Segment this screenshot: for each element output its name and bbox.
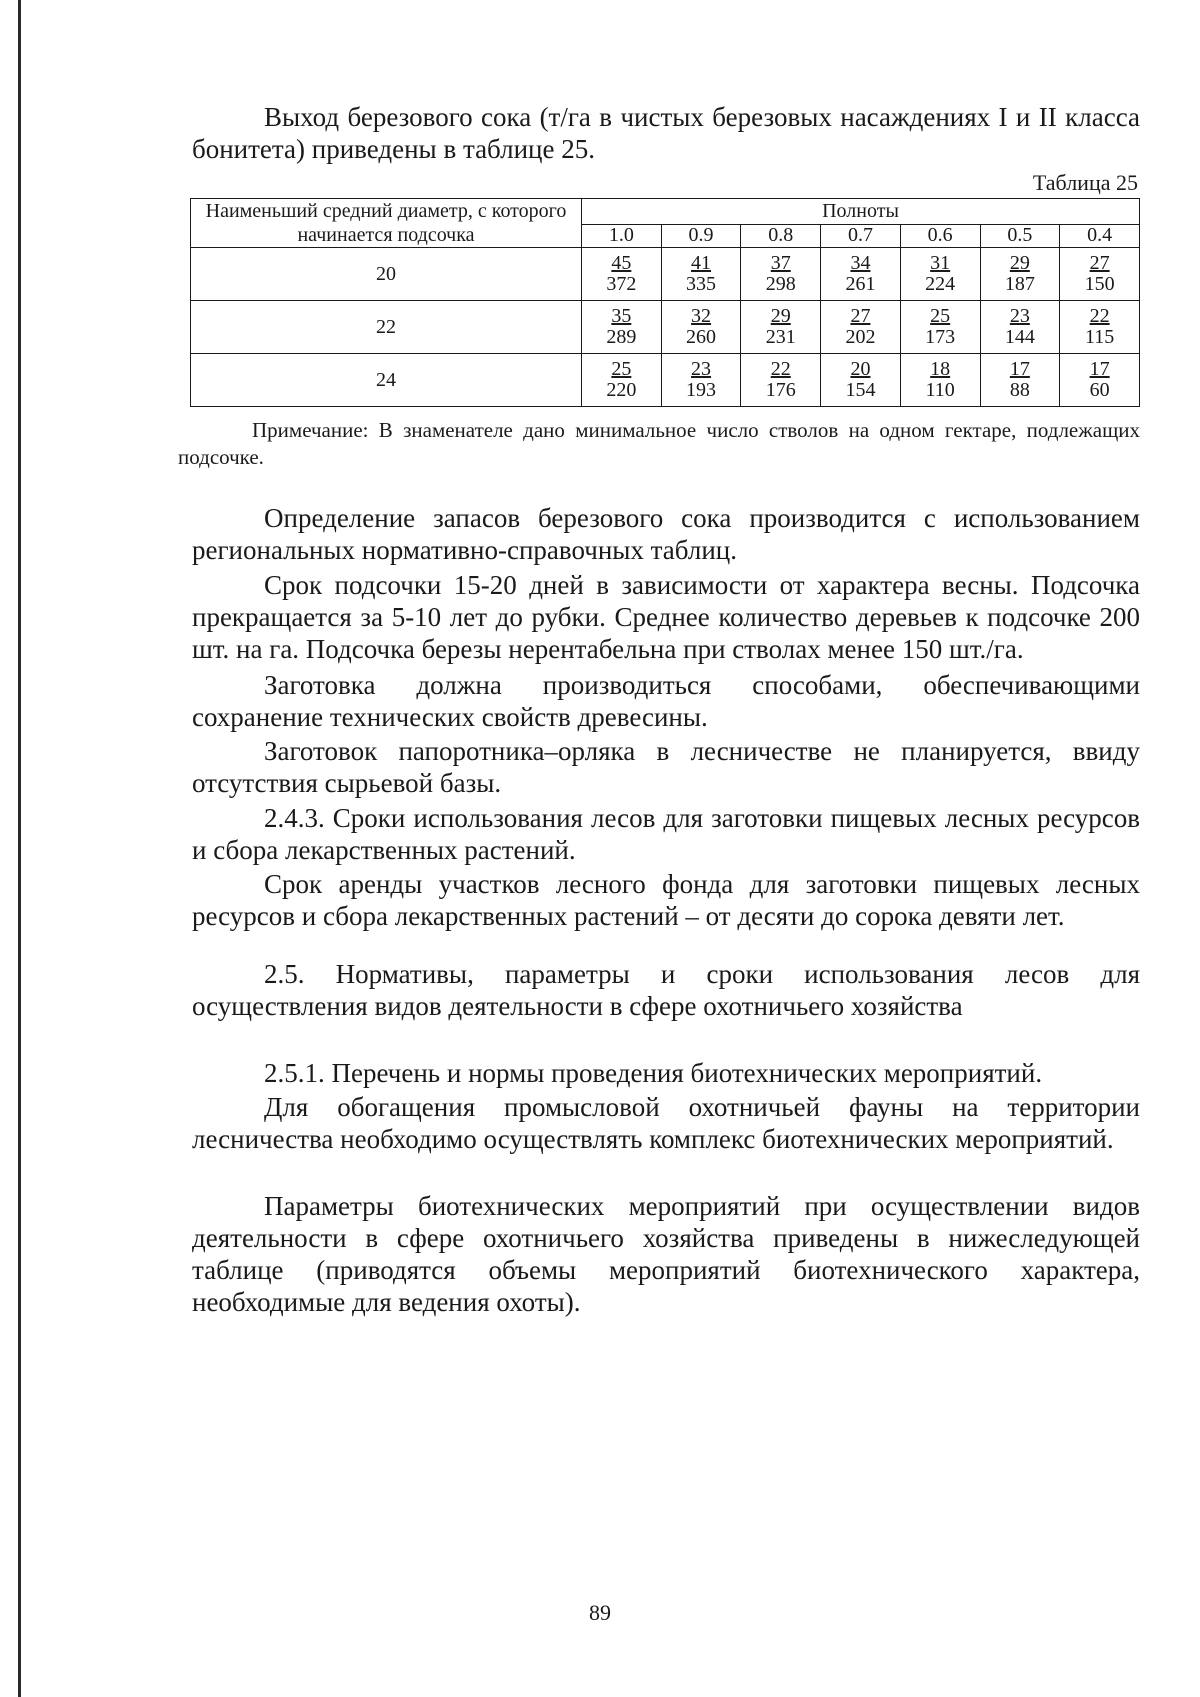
table-25 (190, 198, 1140, 407)
cell-numerator: 18 (930, 358, 951, 380)
cell-denominator: 193 (686, 379, 717, 401)
cell-numerator: 22 (1089, 305, 1110, 327)
cell-denominator: 224 (925, 273, 956, 295)
table-cell (661, 354, 741, 407)
cell-denominator: 202 (845, 326, 876, 348)
table-cell (980, 301, 1060, 354)
table-caption: Таблица 25 (1032, 170, 1138, 195)
cell-denominator: 187 (1004, 273, 1035, 295)
table-cell (821, 354, 901, 407)
row-header-cell: Наименьший средний диаметр, с которого начинается подсочка (191, 199, 582, 248)
cell-numerator: 41 (691, 252, 712, 274)
section-2-5-1-heading: 2.5.1. Перечень и нормы проведения биотехнических мероприятий. (264, 1058, 1043, 1088)
cell-numerator: 29 (1009, 252, 1030, 274)
group-header-cell: Полноты (582, 199, 1140, 225)
table-cell (1060, 248, 1140, 301)
paragraph-biotech-params: Параметры биотехнических мероприятий при осуществлении видов деятельности в сфере охотничьего хозяйства приведены в нижеследующей таблице (приводятся объемы мероприятий биотехнического характера, необходимые для ведения охоты). (192, 1191, 1140, 1317)
table-cell (582, 354, 662, 407)
cell-numerator: 25 (611, 358, 632, 380)
paragraph-fauna: Для обогащения промысловой охотничьей фауны на территории лесничества необходимо осуществлять комплекс биотехнических мероприятий. (192, 1092, 1140, 1154)
cell-numerator: 35 (611, 305, 632, 327)
cell-numerator: 45 (611, 252, 632, 274)
table-cell (741, 248, 821, 301)
table-cell (1060, 354, 1140, 407)
cell-denominator: 154 (845, 379, 876, 401)
paragraph-bracken: Заготовок папоротника–орляка в лесничестве не планируется, ввиду отсутствия сырьевой базы. (192, 736, 1140, 798)
cell-numerator: 31 (930, 252, 951, 274)
table-row (191, 354, 1140, 407)
row-label: 22 (191, 301, 582, 354)
table-cell (741, 354, 821, 407)
column-header: 0.4 (1060, 224, 1140, 247)
cell-numerator: 27 (1089, 252, 1110, 274)
cell-numerator: 17 (1009, 358, 1030, 380)
cell-numerator: 34 (850, 252, 871, 274)
cell-denominator: 335 (686, 273, 717, 295)
column-header: 0.7 (821, 224, 901, 247)
table-cell (821, 301, 901, 354)
cell-denominator: 372 (606, 273, 637, 295)
scan-edge-line (18, 0, 21, 1697)
table-row (191, 248, 1140, 301)
cell-denominator: 110 (925, 379, 955, 401)
paragraph-2-4-3: 2.4.3. Сроки использования лесов для заготовки пищевых лесных ресурсов и сбора лекарственных растений. (192, 803, 1140, 865)
intro-paragraph: Выход березового сока (т/га в чистых березовых насаждениях I и II класса бонитета) приведены в таблице 25. (192, 102, 1140, 164)
section-2-5-heading: 2.5. Нормативы, параметры и сроки использования лесов для осуществления видов деятельности в сфере охотничьего хозяйства (192, 959, 1140, 1021)
table-cell (900, 301, 980, 354)
table-cell (980, 248, 1060, 301)
cell-denominator: 60 (1089, 379, 1110, 401)
cell-numerator: 22 (770, 358, 791, 380)
cell-denominator: 260 (686, 326, 717, 348)
table-cell (980, 354, 1060, 407)
table-note (178, 417, 1140, 471)
cell-denominator: 144 (1004, 326, 1035, 348)
row-label: 24 (191, 354, 582, 407)
table-row (191, 301, 1140, 354)
table-cell (1060, 301, 1140, 354)
paragraph-reserves: Определение запасов березового сока производится с использованием региональных нормативно-справочных таблиц. (192, 503, 1140, 565)
cell-denominator: 261 (845, 273, 876, 295)
cell-numerator: 25 (930, 305, 951, 327)
table-cell (661, 248, 741, 301)
cell-denominator: 298 (765, 273, 796, 295)
cell-numerator: 20 (850, 358, 871, 380)
row-label: 20 (191, 248, 582, 301)
column-header: 1.0 (582, 224, 662, 247)
paragraph-lease-term: Срок аренды участков лесного фонда для заготовки пищевых лесных ресурсов и сбора лекарственных растений – от десяти до сорока девяти лет. (192, 869, 1140, 931)
cell-numerator: 17 (1089, 358, 1110, 380)
page-number: 89 (589, 1600, 611, 1625)
paragraph-tapping-period: Срок подсочки 15-20 дней в зависимости от характера весны. Подсочка прекращается за 5-10 лет до рубки. Среднее количество деревьев к подсочке 200 шт. на га. Подсочка березы нерентабельна при стволах менее 150 шт./га. (192, 570, 1140, 664)
column-header: 0.6 (900, 224, 980, 247)
cell-numerator: 27 (850, 305, 871, 327)
table-cell (582, 301, 662, 354)
cell-denominator: 173 (925, 326, 956, 348)
cell-denominator: 115 (1084, 326, 1115, 348)
cell-denominator: 289 (606, 326, 637, 348)
column-header: 0.9 (661, 224, 741, 247)
cell-denominator: 176 (765, 379, 796, 401)
table-note-text: Примечание: В знаменателе дано минимальное число стволов на одном гектаре, подлежащих подсочке. (178, 418, 1140, 469)
cell-numerator: 37 (770, 252, 791, 274)
column-header: 0.8 (741, 224, 821, 247)
column-header: 0.5 (980, 224, 1060, 247)
table-cell (900, 248, 980, 301)
cell-numerator: 23 (1009, 305, 1030, 327)
table-cell (661, 301, 741, 354)
paragraph-harvest-methods: Заготовка должна производиться способами, обеспечивающими сохранение технических свойств древесины. (192, 670, 1140, 732)
cell-numerator: 29 (770, 305, 791, 327)
cell-denominator: 220 (606, 379, 637, 401)
table-cell (900, 354, 980, 407)
table-cell (582, 248, 662, 301)
cell-numerator: 23 (691, 358, 712, 380)
cell-denominator: 231 (765, 326, 796, 348)
table-cell (741, 301, 821, 354)
cell-denominator: 88 (1009, 379, 1030, 401)
cell-denominator: 150 (1084, 273, 1115, 295)
table-cell (821, 248, 901, 301)
cell-numerator: 32 (691, 305, 712, 327)
